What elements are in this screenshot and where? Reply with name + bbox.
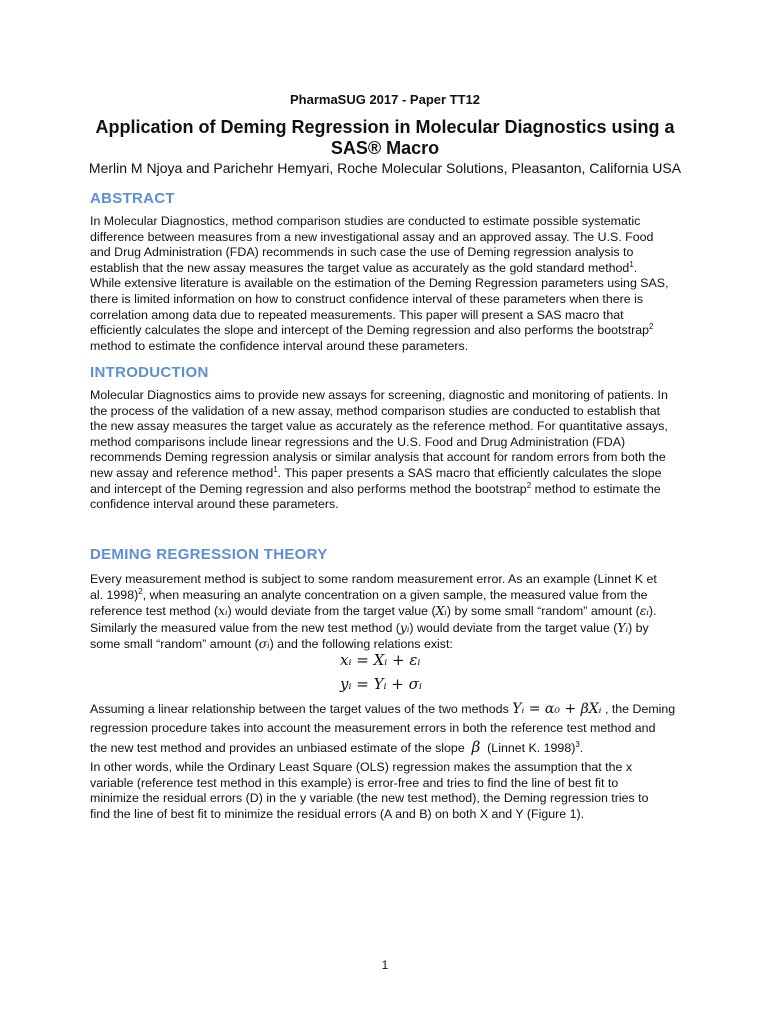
- intro-line-text: and intercept of the Deming regression and also performs method the bootstrap: [90, 481, 527, 496]
- abstract-heading: ABSTRACT: [90, 190, 175, 207]
- intro-line: Molecular Diagnostics aims to provide new assays for screening, diagnostic and monitoring of patients. In: [90, 388, 668, 402]
- theory-paragraph-2: [90, 700, 682, 758]
- citation-superscript: 1: [273, 464, 278, 474]
- intro-line-text: new assay and reference method: [90, 465, 274, 480]
- theory-line: Every measurement method is subject to some random measurement error. As an example (Linnet K et: [90, 572, 657, 586]
- theory-text: al. 1998): [90, 587, 139, 602]
- abstract-line: method to estimate the confidence interval around these parameters.: [90, 338, 469, 353]
- theory-heading: DEMING REGRESSION THEORY: [90, 546, 328, 563]
- theory-text: ) would deviate from the target value (: [409, 620, 618, 635]
- theory-text: .: [579, 741, 584, 755]
- citation-superscript: 2: [526, 480, 532, 490]
- intro-line: method comparisons include linear regressions and the U.S. Food and Drug Administration (FDA): [90, 434, 626, 449]
- theory-text: ) by some small “random” amount (: [446, 604, 640, 619]
- theory-line: regression procedure takes into account the measurement errors in both the reference test method and: [90, 721, 656, 735]
- intro-line-text: . This paper presents a SAS macro that efficiently calculates the slope: [277, 465, 662, 480]
- introduction-heading: INTRODUCTION: [90, 364, 209, 381]
- theory-text: ).: [648, 604, 657, 619]
- citation-superscript: 3: [575, 739, 580, 749]
- theory-text: reference test method (: [90, 604, 219, 619]
- theory-line: find the line of best fit to minimize the residual errors (A and B) on both X and Y (Figure 1).: [90, 806, 585, 821]
- intro-line: recommends Deming regression analysis or similar analysis that account for random errors from both the: [90, 450, 666, 465]
- theory-line: [90, 588, 682, 604]
- theory-paragraph-1: [90, 572, 682, 653]
- math-symbol: Yᵢ: [617, 619, 629, 635]
- theory-text: the new test method and provides an unbiased estimate of the slope: [90, 741, 465, 755]
- abstract-line: [90, 323, 682, 339]
- introduction-body: [90, 388, 682, 513]
- equation-y: yᵢ = Yᵢ + σᵢ: [340, 675, 422, 693]
- page-number: 1: [381, 958, 389, 972]
- theory-line: [90, 738, 682, 758]
- abstract-body: [90, 214, 682, 354]
- theory-line: In other words, while the Ordinary Least Square (OLS) regression makes the assumption that the x: [90, 760, 633, 774]
- abstract-line: In Molecular Diagnostics, method comparison studies are conducted to estimate possible systematic: [90, 214, 641, 228]
- abstract-line-text: efficiently calculates the slope and intercept of the Deming regression and also performs the bootstrap: [90, 323, 650, 338]
- intro-line: the process of the validation of a new assay, method comparison studies are conducted to establish that: [90, 403, 661, 418]
- abstract-line: and Drug Administration (FDA) recommends in such case the use of Deming regression analysis to: [90, 245, 634, 260]
- abstract-line: While extensive literature is available on the estimation of the Deming Regression parameters using SAS,: [90, 276, 669, 291]
- abstract-line-text: establish that the new assay measures the target value as accurately as the gold standard method: [90, 260, 630, 275]
- math-equation-inline: Yᵢ = α₀ + βXᵢ: [512, 701, 602, 717]
- intro-line: the new assay measures the target value as accurately as the reference method. For quantitative assays,: [90, 419, 668, 434]
- intro-line: [90, 482, 682, 498]
- theory-text: (Linnet K. 1998): [487, 741, 576, 755]
- conference-header: PharmaSUG 2017 - Paper TT12: [289, 92, 481, 107]
- abstract-line: there is limited information on how to construct confidence interval of these parameters when there is: [90, 291, 644, 306]
- citation-superscript: 2: [138, 586, 143, 596]
- theory-paragraph-3: [90, 760, 682, 822]
- math-symbol: Xᵢ: [435, 603, 447, 619]
- theory-text: , when measuring an analyte concentration on a given sample, the measured value from the: [142, 587, 648, 602]
- authors-line: Merlin M Njoya and Parichehr Hemyari, Roche Molecular Solutions, Pleasanton, California USA: [88, 160, 682, 176]
- math-symbol: εᵢ: [639, 603, 649, 619]
- math-symbol: yᵢ: [399, 619, 410, 635]
- intro-line: [90, 466, 682, 482]
- theory-line: variable (reference test method in this example) is error-free and tries to find the line of best fit to: [90, 775, 619, 790]
- theory-line: [90, 700, 682, 719]
- math-symbol: xᵢ: [218, 603, 228, 619]
- theory-text: ) would deviate from the target value (: [227, 604, 436, 619]
- theory-text: some small “random” amount (: [90, 637, 259, 652]
- abstract-line: difference between measures from a new investigational assay and an approved assay. The U.S. Food: [90, 229, 654, 244]
- theory-text: ) and the following relations exist:: [269, 637, 453, 652]
- math-symbol: σᵢ: [258, 636, 270, 652]
- theory-text: Similarly the measured value from the new test method (: [90, 620, 400, 635]
- abstract-line: correlation among data due to repeated measurements. This paper will present a SAS macro that: [90, 307, 624, 322]
- citation-superscript: 1: [629, 259, 634, 269]
- theory-text: , the Deming: [604, 702, 676, 716]
- theory-text: ) by: [628, 620, 649, 635]
- theory-line: [90, 620, 682, 637]
- citation-superscript: 2: [649, 322, 654, 332]
- equation-x: xᵢ = Xᵢ + εᵢ: [340, 651, 421, 669]
- paper-title: Application of Deming Regression in Molecular Diagnostics using a SAS® Macro: [95, 117, 675, 158]
- math-symbol-beta: β: [471, 738, 481, 756]
- theory-line: [90, 603, 682, 620]
- theory-text: Assuming a linear relationship between the target values of the two methods: [90, 702, 509, 716]
- intro-line: confidence interval around these parameters.: [90, 497, 339, 512]
- theory-line: minimize the residual errors (D) in the y variable (the new test method), the Deming regression tries to: [90, 791, 649, 806]
- intro-line-text: method to estimate the: [531, 481, 661, 496]
- abstract-line: [90, 261, 682, 277]
- abstract-line-punct: .: [633, 260, 638, 275]
